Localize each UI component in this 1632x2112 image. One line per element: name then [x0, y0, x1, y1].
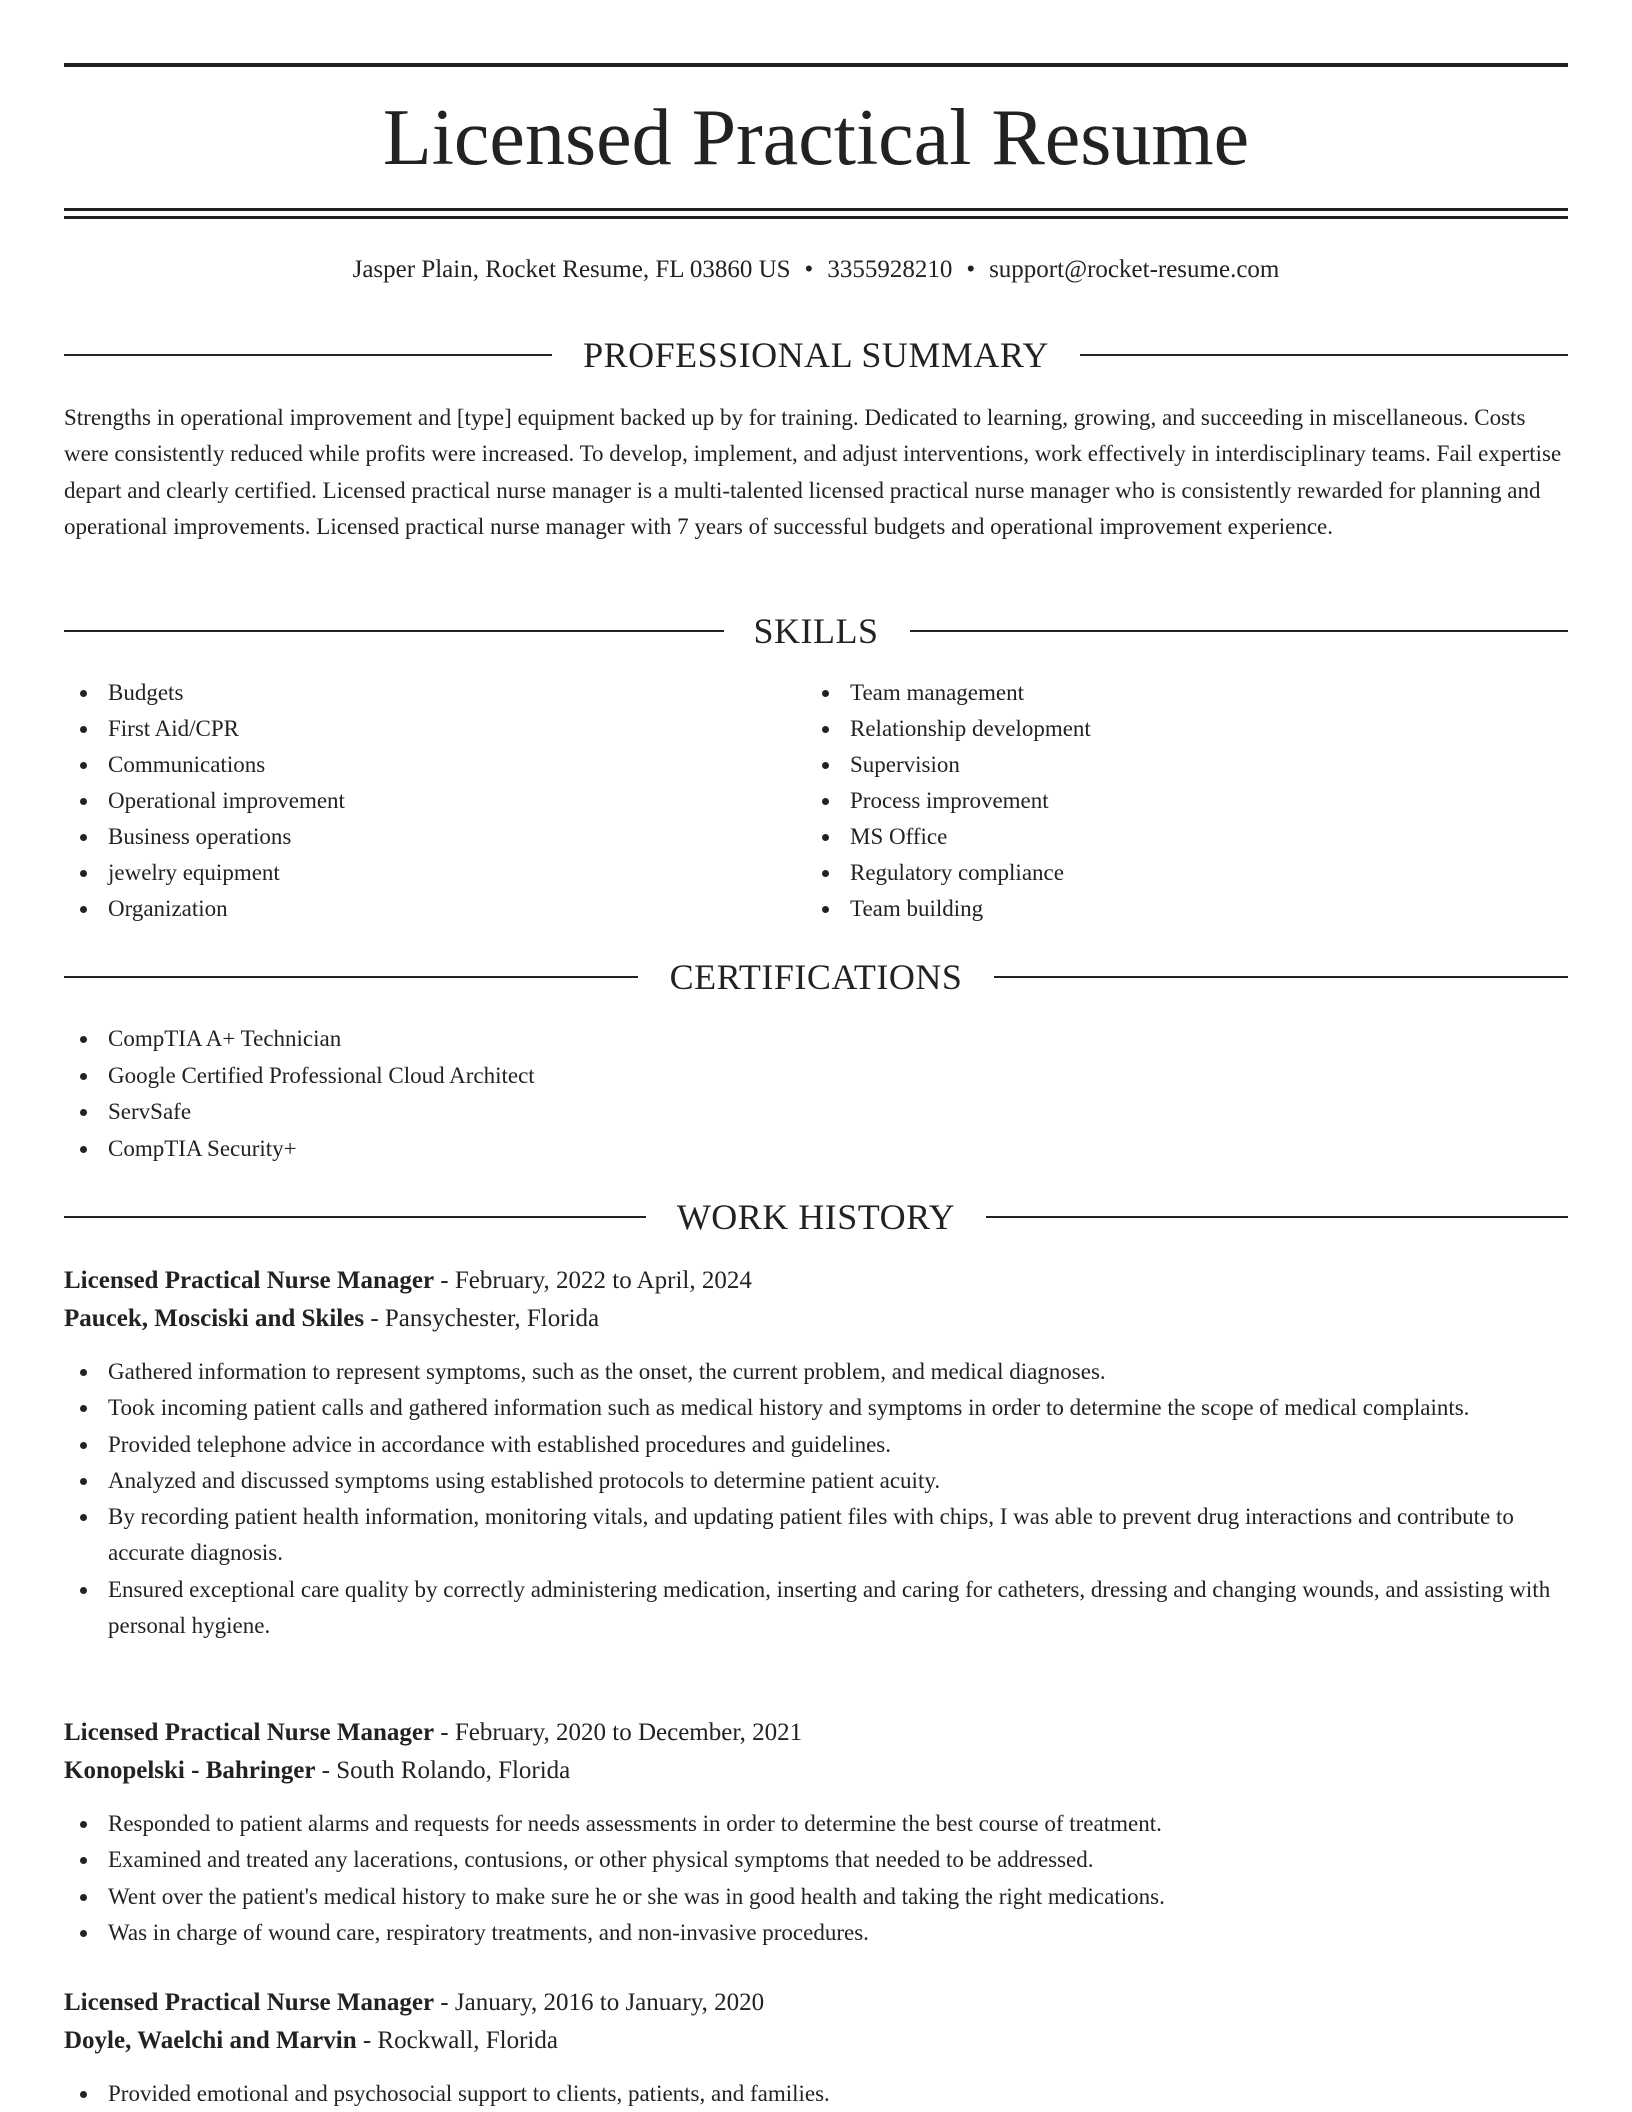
- skill-item: Business operations: [64, 819, 764, 855]
- skill-item: jewelry equipment: [64, 855, 764, 891]
- job-duty: Examined and treated any lacerations, contusions, or other physical symptoms that needed to be addressed.: [64, 1842, 1568, 1878]
- job-duty: Was in charge of wound care, respiratory treatments, and non-invasive procedures.: [64, 1915, 1568, 1951]
- job-company: Konopelski - Bahringer: [64, 1757, 316, 1784]
- section-heading-summary: [64, 333, 1568, 377]
- job-title: Licensed Practical Nurse Manager: [64, 1267, 435, 1294]
- section-title: PROFESSIONAL SUMMARY: [583, 335, 1049, 375]
- job-title-line: [64, 1714, 1568, 1752]
- job-company-line: [64, 2022, 1568, 2060]
- certification-item: CompTIA A+ Technician: [64, 1021, 1568, 1058]
- section-heading-skills: [64, 609, 1568, 653]
- job-duties-list: [64, 1806, 1568, 1951]
- header-top-rule: [64, 63, 1568, 67]
- skill-item: MS Office: [806, 819, 1506, 855]
- job-duties-list: [64, 1354, 1568, 1644]
- certifications-list: [64, 1021, 1568, 1167]
- contact-line: [64, 252, 1568, 288]
- contact-separator: •: [966, 256, 976, 283]
- skills-list-right: [806, 675, 1506, 927]
- job-duty: Ensured exceptional care quality by correctly administering medication, inserting and caring for catheters, dressing and changing wounds, and assisting with personal hygiene.: [64, 1572, 1568, 1645]
- job-duty: Provided telephone advice in accordance with established procedures and guidelines.: [64, 1427, 1568, 1463]
- certification-item: CompTIA Security+: [64, 1131, 1568, 1168]
- section-heading-work-history: [64, 1195, 1568, 1239]
- job-duty: Gathered information to represent symptoms, such as the onset, the current problem, and medical diagnoses.: [64, 1354, 1568, 1390]
- job-duty: Analyzed and discussed symptoms using established protocols to determine patient acuity.: [64, 1463, 1568, 1499]
- skill-item: Budgets: [64, 675, 764, 711]
- contact-address: Jasper Plain, Rocket Resume, FL 03860 US: [352, 256, 791, 283]
- job-company-line: [64, 1300, 1568, 1338]
- section-heading-certifications: [64, 955, 1568, 999]
- section-title: WORK HISTORY: [676, 1197, 956, 1237]
- job-title: Licensed Practical Nurse Manager: [64, 1989, 435, 2016]
- section-title: SKILLS: [753, 611, 879, 651]
- job-dates: - February, 2022 to April, 2024: [434, 1267, 752, 1294]
- certification-item: ServSafe: [64, 1094, 1568, 1131]
- job-entry: [64, 1714, 1568, 1951]
- skill-item: Team building: [806, 891, 1506, 927]
- skill-item: Regulatory compliance: [806, 855, 1506, 891]
- job-location: - Rockwall, Florida: [356, 2027, 558, 2054]
- job-dates: - February, 2020 to December, 2021: [434, 1719, 803, 1746]
- contact-phone: 3355928210: [827, 256, 953, 283]
- skill-item: Team management: [806, 675, 1506, 711]
- job-title: Licensed Practical Nurse Manager: [64, 1719, 435, 1746]
- job-location: - South Rolando, Florida: [315, 1757, 571, 1784]
- job-title-line: [64, 1984, 1568, 2022]
- job-duty: By recording patient health information, monitoring vitals, and updating patient files with chips, I was able to prevent drug interactions and contribute to accurate diagnosis.: [64, 1499, 1568, 1572]
- skills-list-left: [64, 675, 764, 927]
- job-entry: [64, 1984, 1568, 2112]
- job-dates: - January, 2016 to January, 2020: [434, 1989, 765, 2016]
- resume-title: Licensed Practical Resume: [382, 94, 1250, 182]
- job-entry: [64, 1262, 1568, 1644]
- skill-item: Supervision: [806, 747, 1506, 783]
- job-title-line: [64, 1262, 1568, 1300]
- job-location: - Pansychester, Florida: [364, 1305, 600, 1332]
- header-bottom-rule: [64, 208, 1568, 211]
- job-duty: Went over the patient's medical history to make sure he or she was in good health and taking the right medications.: [64, 1879, 1568, 1915]
- skill-item: First Aid/CPR: [64, 711, 764, 747]
- job-duty: Responded to patient alarms and requests for needs assessments in order to determine the best course of treatment.: [64, 1806, 1568, 1842]
- certification-item: Google Certified Professional Cloud Architect: [64, 1058, 1568, 1095]
- skill-item: Organization: [64, 891, 764, 927]
- job-duty: Took incoming patient calls and gathered information such as medical history and symptoms in order to determine the scope of medical complaints.: [64, 1390, 1568, 1426]
- job-company: Doyle, Waelchi and Marvin: [64, 2027, 357, 2054]
- section-title: CERTIFICATIONS: [669, 957, 963, 997]
- summary-text: Strengths in operational improvement and [type] equipment backed up by for training. Dedicated to learning, growing, and succeeding in miscellaneous. Costs were consistently reduced while profits were increased. To develop, implement, and adjust interventions, work effectively in interdisciplinary teams. Fail expertise depart and clearly certified. Licensed practical nurse manager is a multi-talented licensed practical nurse manager who is consistently rewarded for planning and operational improvements. Licensed practical nurse manager with 7 years of successful budgets and operational improvement experience.: [64, 405, 1562, 539]
- skill-item: Operational improvement: [64, 783, 764, 819]
- skill-item: Communications: [64, 747, 764, 783]
- skill-item: Process improvement: [806, 783, 1506, 819]
- contact-email: support@rocket-resume.com: [989, 256, 1280, 283]
- job-company: Paucek, Mosciski and Skiles: [64, 1305, 365, 1332]
- job-duties-list: [64, 2076, 1568, 2112]
- job-company-line: [64, 1752, 1568, 1790]
- job-duty: Provided emotional and psychosocial support to clients, patients, and families.: [64, 2076, 1568, 2112]
- contact-separator: •: [804, 256, 814, 283]
- skill-item: Relationship development: [806, 711, 1506, 747]
- header-bottom-rule-second: [64, 216, 1568, 219]
